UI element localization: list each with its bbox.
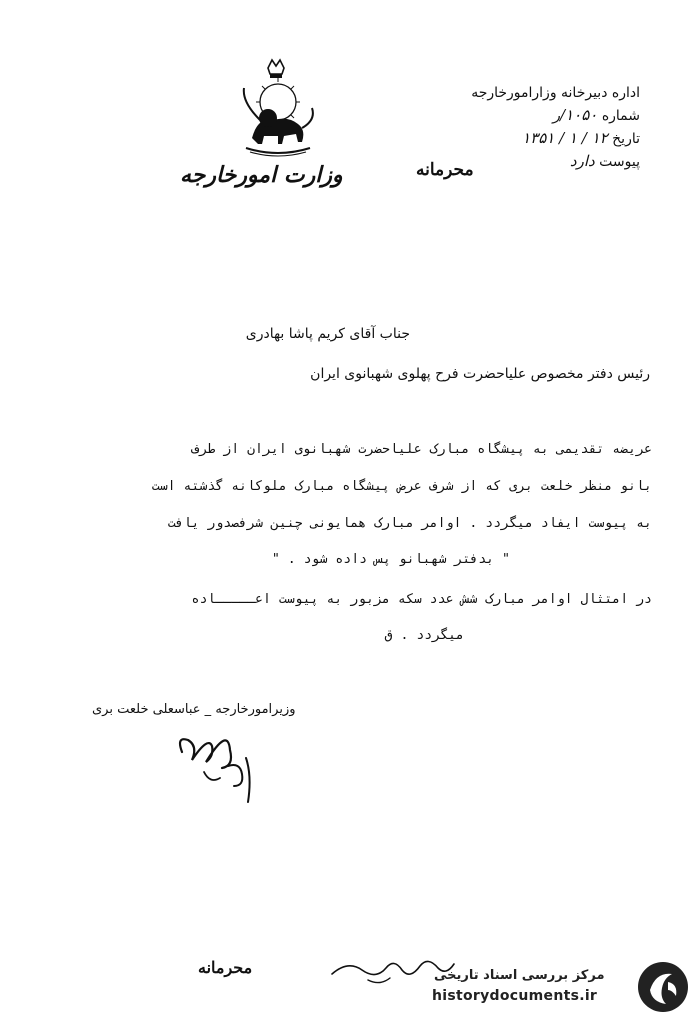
attachment-label: پیوست [599,154,640,170]
body-line: عریضه تقدیمی به پیشگاه مبارک علیاحضرت شهبانوی ایران از طرف [191,442,652,457]
lion-and-sun-emblem-icon [228,58,324,158]
archive-logo-icon [636,960,690,1014]
recipient-title: رئیس دفتر مخصوص علیاحضرت فرح پهلوی شهبانوی ایران [310,366,650,382]
watermark-name: مرکز بررسی اسناد تاریخی [434,968,605,983]
number-row [380,104,640,127]
footer-classification: محرمانه [198,958,253,977]
body-line: " بدفتر شهبانو پس داده شود . " [271,552,510,567]
body-line: در امتثال اوامر مبارک شش عدد سکه مزبور به پیوست اعـــــاده [191,592,652,607]
watermark-url: historydocuments.ir [432,988,598,1004]
number-value: ۱۰۵۰/ر [552,106,598,124]
attachment-value: دارد [569,152,595,170]
classification-stamp: محرمانه [416,160,474,180]
office-line: اداره دبیرخانه وزارامورخارجه [471,85,640,101]
body-line: به پیوست ایفاد میگردد . اوامر مبارک همایونی چنین شرفصدور یافت [167,516,652,531]
handwritten-signature [168,716,278,806]
signer-name: وزیرامورخارجه _ عباسعلی خلعت بری [92,702,296,717]
watermark [424,960,694,1015]
date-value: ۱۲ / ۱ / ۱۳۵۱ [522,129,608,147]
recipient-name: جناب آقای کریم پاشا بهادری [245,326,410,342]
ministry-title: وزارت امورخارجه [180,162,343,188]
body-line: میگردد . ق [384,628,464,643]
number-label: شماره [601,108,640,124]
body-line: بانو منظر خلعت بری که از شرف عرض پیشگاه مبارک ملوکانه گذشته است [151,479,652,494]
date-row [380,127,640,150]
date-label: تاریخ [612,131,640,147]
